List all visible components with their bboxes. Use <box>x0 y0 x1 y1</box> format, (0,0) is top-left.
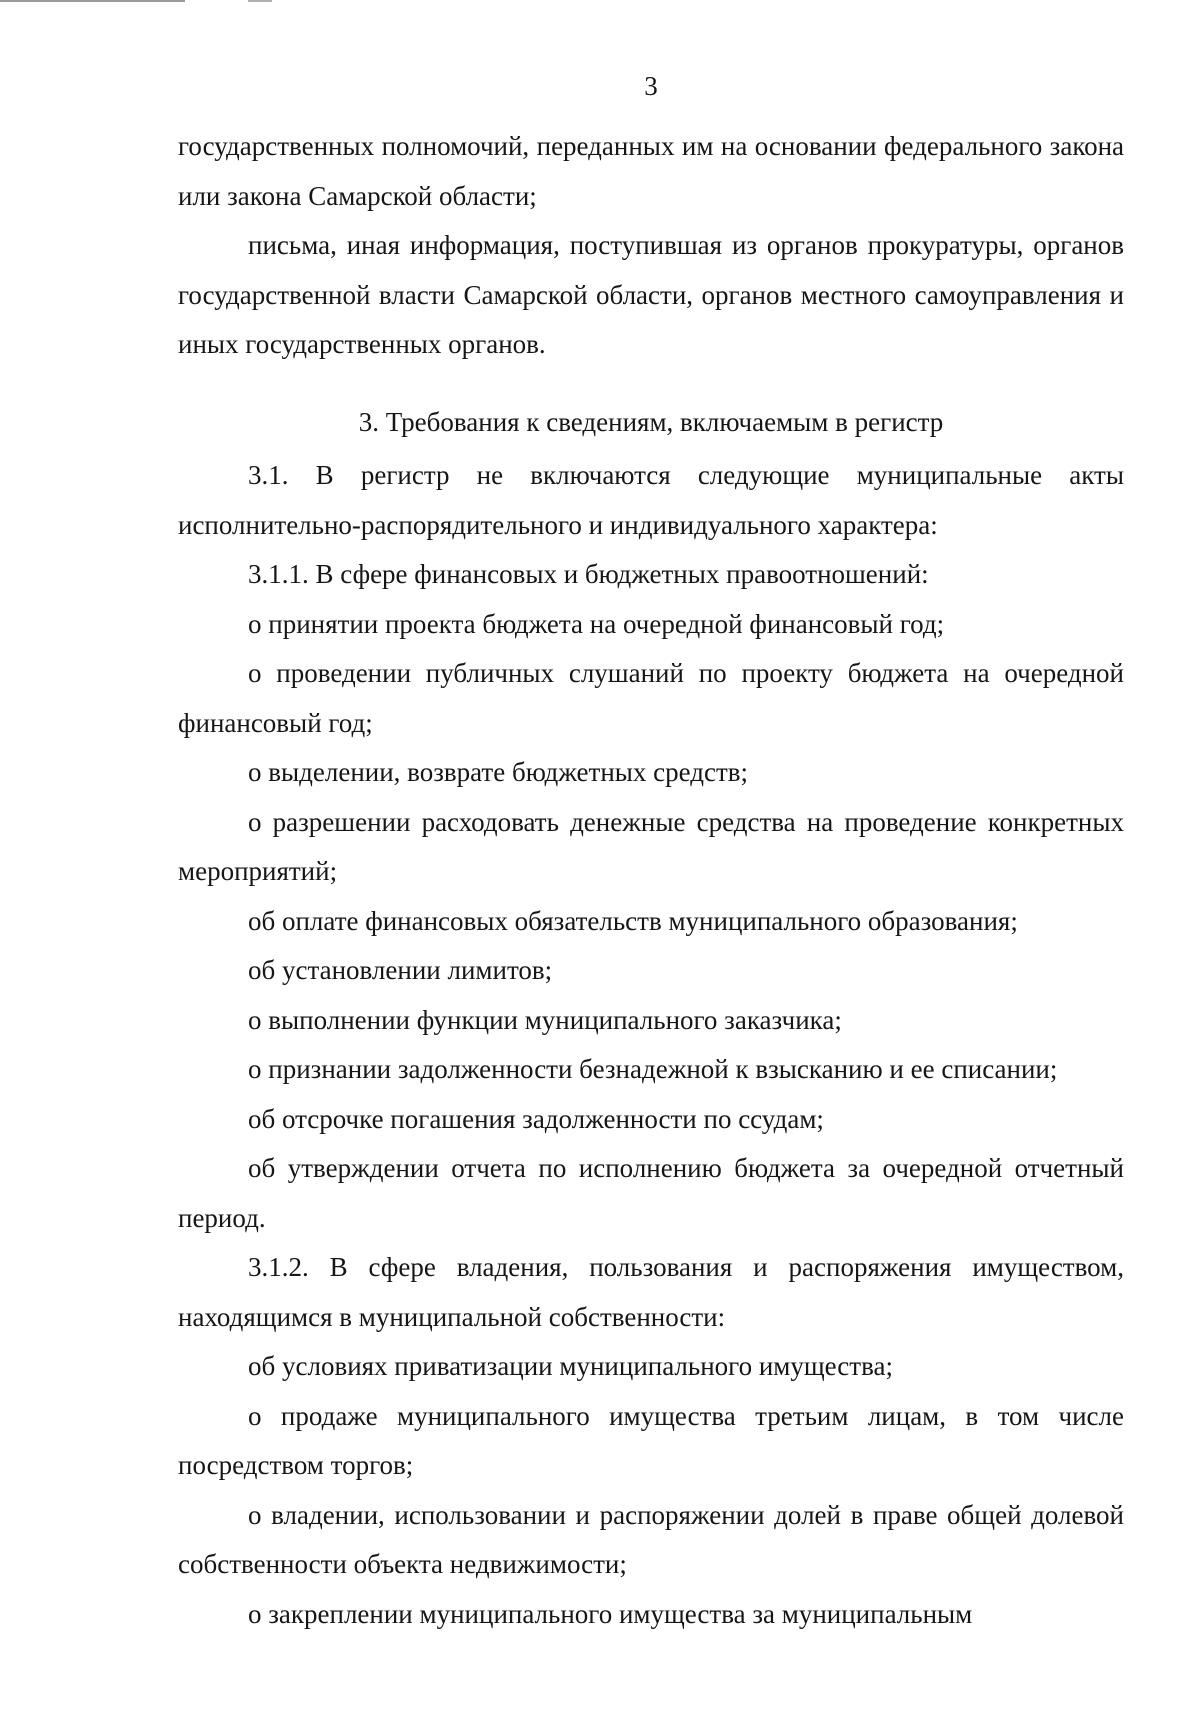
list-item: о выполнении функции муниципального заказчика; <box>248 1004 842 1035</box>
list-item: об установлении лимитов; <box>248 955 553 985</box>
subsection-heading: 3.1.2. В сфере владения, пользования и распоряжения имуществом, находящимся в муниципальной собственности: <box>178 1252 1124 1332</box>
list-item: об оплате финансовых обязательств муниципального образования; <box>248 905 1018 936</box>
list-item: о владении, использовании и распоряжении долей в праве общей долевой собственности объекта недвижимости; <box>178 1499 1124 1579</box>
list-item: о продаже муниципального имущества третьим лицам, в том числе посредством торгов; <box>178 1400 1124 1480</box>
page-number: 3 <box>644 71 658 101</box>
subsection-heading: 3.1.1. В сфере финансовых и бюджетных правоотношений: <box>248 559 929 589</box>
list-item: о признании задолженности безнадежной к взысканию и ее списании; <box>248 1054 1058 1084</box>
paragraph: письма, иная информация, поступившая из органов прокуратуры, органов государственной власти Самарской области, органов местного самоуправления и иных государственных органов. <box>178 230 1124 359</box>
document-page <box>178 62 1124 1639</box>
list-item: об утверждении отчета по исполнению бюджета за очередной отчетный период. <box>178 1153 1124 1233</box>
paragraph: 3.1. В регистр не включаются следующие муниципальные акты исполнительно-распорядительного и индивидуального характера: <box>178 460 1124 540</box>
paragraph-continuation: государственных полномочий, переданных им на основании федерального закона или закона Самарской области; <box>178 131 1124 211</box>
list-item: об условиях приватизации муниципального имущества; <box>248 1351 893 1381</box>
section-heading: 3. Требования к сведениям, включаемым в регистр <box>358 406 944 437</box>
list-item: о выделении, возврате бюджетных средств; <box>248 757 749 787</box>
list-item: об отсрочке погашения задолженности по ссудам; <box>248 1103 824 1134</box>
scan-edge-mark <box>0 0 185 2</box>
scan-edge-mark <box>248 0 272 2</box>
list-item: о разрешении расходовать денежные средства на проведение конкретных мероприятий; <box>178 806 1124 886</box>
list-item: о проведении публичных слушаний по проекту бюджета на очередной финансовый год; <box>178 658 1124 738</box>
list-item: о принятии проекта бюджета на очередной финансовый год; <box>248 608 945 639</box>
list-item: о закреплении муниципального имущества за муниципальным <box>248 1598 973 1629</box>
